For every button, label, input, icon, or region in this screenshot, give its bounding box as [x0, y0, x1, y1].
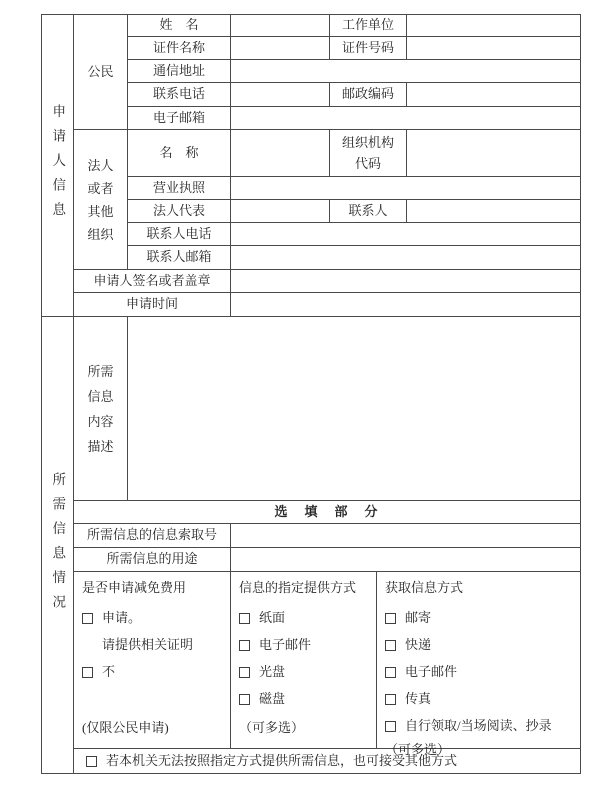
cert-no-value-cell[interactable] [407, 37, 580, 60]
license-label: 营业执照 [128, 177, 231, 200]
provide-option-cd-label: 光盘 [259, 663, 286, 679]
purpose-value-cell[interactable] [231, 548, 580, 572]
provide-option-cd[interactable] [239, 665, 370, 680]
fee-waiver-column [74, 572, 231, 748]
contact-phone-value-cell[interactable] [231, 223, 580, 246]
group-organization-label-text: 法人或者其他组织 [87, 157, 114, 242]
address-value-cell[interactable] [231, 60, 580, 83]
org-name-value-cell[interactable] [231, 130, 330, 177]
contact-email-label: 联系人邮箱 [128, 246, 231, 270]
org-code-value-cell[interactable] [407, 130, 580, 177]
org-code-label [330, 130, 407, 177]
obtain-option-email-label: 电子邮件 [405, 663, 458, 679]
checkbox-icon[interactable] [86, 756, 97, 767]
obtain-option-mail[interactable] [385, 611, 574, 626]
provide-option-paper[interactable] [239, 611, 370, 626]
name-label: 姓 名 [128, 15, 231, 37]
optional-section-header: 选 填 部 分 [74, 501, 580, 524]
group-citizen-label: 公民 [74, 15, 128, 130]
postcode-label: 邮政编码 [330, 83, 407, 107]
email-label: 电子邮箱 [128, 107, 231, 130]
legal-rep-value-cell[interactable] [231, 200, 330, 223]
fee-option-no-label: 不 [102, 663, 116, 679]
provide-option-disk[interactable] [239, 692, 370, 707]
obtain-option-fax[interactable] [385, 692, 574, 707]
obtain-option-self-pickup[interactable] [385, 719, 574, 734]
provide-method-column [231, 572, 377, 748]
checkbox-icon[interactable] [385, 667, 396, 678]
apply-time-value-cell[interactable] [231, 293, 580, 317]
org-name-label: 名 称 [128, 130, 231, 177]
obtain-option-express[interactable] [385, 638, 574, 653]
cert-name-value-cell[interactable] [231, 37, 330, 60]
checkbox-icon[interactable] [239, 613, 250, 624]
section-required-info [42, 317, 74, 773]
content-desc-value-cell[interactable] [128, 317, 580, 501]
phone-label: 联系电话 [128, 83, 231, 107]
fee-waiver-header: 是否申请减免费用 [82, 580, 187, 595]
options-row [74, 572, 580, 757]
fee-footnote: (仅限公民申请) [82, 720, 169, 735]
cert-name-label: 证件名称 [128, 37, 231, 60]
signature-label: 申请人签名或者盖章 [74, 270, 231, 293]
contact-label: 联系人 [330, 200, 407, 223]
content-desc-label [74, 317, 128, 501]
provide-method-header: 信息的指定提供方式 [239, 580, 357, 595]
obtain-footnote: （可多选） [385, 741, 451, 757]
fee-option-apply-note: 请提供相关证明 [102, 636, 194, 652]
group-organization-label [74, 130, 128, 270]
application-form-table [41, 14, 581, 774]
obtain-option-express-label: 快递 [405, 636, 432, 652]
org-code-label-text: 组织机构代码 [341, 135, 394, 171]
provide-option-paper-label: 纸面 [259, 610, 286, 625]
apply-time-label: 申请时间 [74, 293, 231, 317]
signature-value-cell[interactable] [231, 270, 580, 293]
purpose-label: 所需信息的用途 [74, 548, 231, 572]
fee-option-no[interactable] [82, 665, 224, 680]
contact-phone-label: 联系人电话 [128, 223, 231, 246]
legal-rep-label: 法人代表 [128, 200, 231, 223]
obtain-option-self-pickup-label: 自行领取/当场阅读、抄录 [405, 717, 552, 733]
retrieval-no-label: 所需信息的信息索取号 [74, 524, 231, 548]
obtain-option-mail-label: 邮寄 [405, 610, 432, 625]
checkbox-icon[interactable] [82, 613, 93, 624]
checkbox-icon[interactable] [385, 640, 396, 651]
work-unit-label: 工作单位 [330, 15, 407, 37]
section-applicant-title: 申请人信息 [50, 104, 66, 227]
checkbox-icon[interactable] [385, 613, 396, 624]
postcode-value-cell[interactable] [407, 83, 580, 107]
provide-option-email-label: 电子邮件 [259, 636, 312, 652]
checkbox-icon[interactable] [385, 694, 396, 705]
license-value-cell[interactable] [231, 177, 580, 200]
obtain-method-header: 获取信息方式 [385, 580, 464, 595]
cert-no-label: 证件号码 [330, 37, 407, 60]
obtain-method-column [377, 572, 580, 757]
fee-option-apply[interactable] [82, 611, 224, 626]
fee-option-apply-label: 申请。 [102, 610, 142, 625]
retrieval-no-value-cell[interactable] [231, 524, 580, 548]
provide-option-disk-label: 磁盘 [259, 690, 286, 706]
checkbox-icon[interactable] [239, 640, 250, 651]
checkbox-icon[interactable] [239, 667, 250, 678]
phone-value-cell[interactable] [231, 83, 330, 107]
section-applicant [42, 15, 74, 317]
provide-footnote: （可多选） [239, 720, 305, 735]
obtain-option-fax-label: 传真 [405, 690, 432, 706]
contact-value-cell[interactable] [407, 200, 580, 223]
checkbox-icon[interactable] [239, 694, 250, 705]
checkbox-icon[interactable] [82, 667, 93, 678]
name-value-cell[interactable] [231, 15, 330, 37]
content-desc-label-text: 所需信息内容描述 [87, 363, 114, 454]
obtain-option-email[interactable] [385, 665, 574, 680]
address-label: 通信地址 [128, 60, 231, 83]
contact-email-value-cell[interactable] [231, 246, 580, 270]
other-method-note-label: 若本机关无法按照指定方式提供所需信息，也可接受其他方式 [106, 752, 458, 768]
provide-option-email[interactable] [239, 638, 370, 653]
checkbox-icon[interactable] [385, 721, 396, 732]
other-method-option[interactable] [74, 749, 580, 773]
email-value-cell[interactable] [231, 107, 580, 130]
section-required-info-title: 所需信息情况 [50, 471, 66, 619]
work-unit-value-cell[interactable] [407, 15, 580, 37]
